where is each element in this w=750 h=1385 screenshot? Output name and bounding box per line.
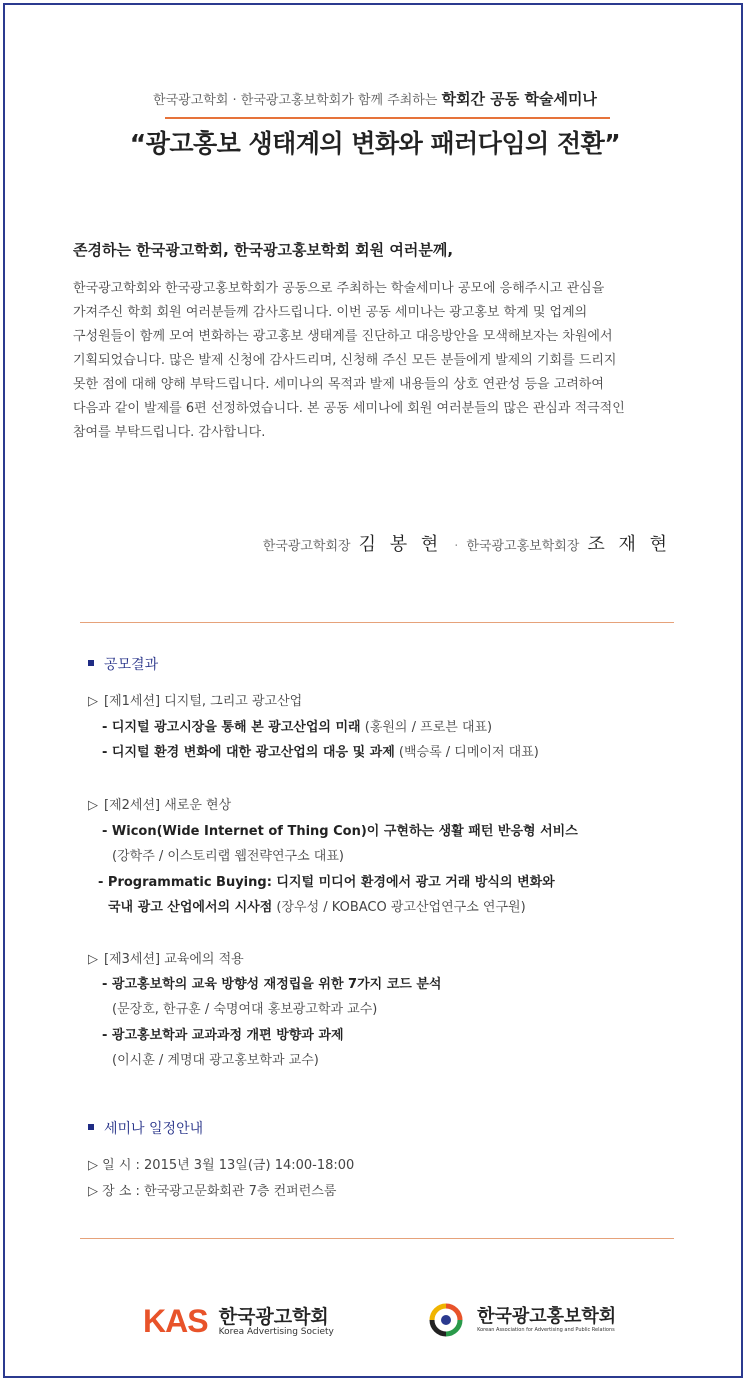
session-title: ▷ [제2세션] 새로운 현상 — [88, 798, 232, 813]
schedule-heading: 세미나 일정안내 — [88, 1118, 203, 1138]
signature-separator: · — [454, 539, 459, 554]
intro-line — [0, 88, 750, 109]
letter-body — [73, 277, 683, 445]
session-item: - Wicon(Wide Internet of Thing Con)이 구현하는 생활 패턴 반응형 서비스 — [102, 824, 578, 839]
square-bullet-icon — [88, 660, 94, 666]
divider-bottom — [80, 1238, 674, 1239]
kas-english-name: Korea Advertising Society — [218, 1326, 334, 1337]
triangle-bullet-icon: ▷ — [88, 694, 98, 709]
page-title: “광고홍보 생태계의 변화와 패러다임의 전환” — [129, 129, 621, 158]
signature — [263, 530, 675, 556]
schedule-place: ▷ 장 소 : 한국광고문화회관 7층 컨퍼런스룸 — [88, 1184, 337, 1199]
results-heading: 공모결과 — [88, 654, 158, 674]
letter-line: 참여를 부탁드립니다. 감사합니다. — [73, 425, 266, 440]
signature-role-1: 한국광고학회장 — [262, 539, 351, 554]
session-title: ▷ [제1세션] 디지털, 그리고 광고산업 — [88, 694, 303, 709]
kapr-emblem-icon — [426, 1300, 466, 1340]
session-item: - Programmatic Buying: 디지털 미디어 환경에서 광고 거래 방식의 변화와 — [98, 875, 555, 890]
letter-line: 가져주신 학회 회원 여러분들께 감사드립니다. 이번 공동 세미나는 광고홍보 학계 및 업계의 — [73, 305, 588, 320]
session-item: - 광고홍보학의 교육 방향성 재정립을 위한 7가지 코드 분석 — [102, 977, 442, 992]
signature-role-2: 한국광고홍보학회장 — [466, 539, 580, 554]
intro-text: 한국광고학회 · 한국광고홍보학회가 함께 주최하는 — [153, 93, 438, 108]
kas-mark: KAS — [143, 1303, 208, 1339]
triangle-bullet-icon: ▷ — [88, 798, 98, 813]
letter-line: 기획되었습니다. 많은 발제 신청에 감사드리며, 신청해 주신 모든 분들에게 발제의 기회를 드리지 — [73, 353, 617, 368]
session-item-detail: 국내 광고 산업에서의 시사점 (장우성 / KOBACO 광고산업연구소 연구원) — [108, 900, 526, 915]
kas-name: 한국광고학회 — [218, 1305, 329, 1328]
session-title: ▷ [제3세션] 교육에의 적용 — [88, 952, 244, 967]
triangle-bullet-icon: ▷ — [88, 952, 98, 967]
signature-name-2: 조 재 현 — [587, 534, 671, 555]
kapr-logo — [426, 1300, 616, 1340]
title-underline — [165, 117, 610, 119]
letter-line: 구성원들이 함께 모여 변화하는 광고홍보 생태계를 진단하고 대응방안을 모색해보자는 차원에서 — [73, 329, 613, 344]
schedule-date: ▷ 일 시 : 2015년 3월 13일(금) 14:00-18:00 — [88, 1158, 355, 1173]
session-item: - 디지털 환경 변화에 대한 광고산업의 대응 및 과제 (백승록 / 디메이저 대표) — [102, 745, 539, 760]
letter-line: 못한 점에 대해 양해 부탁드립니다. 세미나의 목적과 발제 내용들의 상호 연관성 등을 고려하여 — [73, 377, 604, 392]
divider-top — [80, 622, 674, 623]
session-item-detail: (문장호, 한규훈 / 숙명여대 홍보광고학과 교수) — [112, 1002, 378, 1017]
signature-name-1: 김 봉 현 — [358, 534, 443, 555]
intro-emphasis: 학회간 공동 학술세미나 — [441, 90, 597, 108]
session-item-detail: (강학주 / 이스토리랩 웹전략연구소 대표) — [112, 849, 344, 864]
session-item: - 광고홍보학과 교과과정 개편 방향과 과제 — [102, 1028, 344, 1043]
session-item: - 디지털 광고시장을 통해 본 광고산업의 미래 (홍원의 / 프로븐 대표) — [102, 720, 493, 735]
square-bullet-icon — [88, 1124, 94, 1130]
kapr-english-name: Korean Association for Advertising and Public Relations — [477, 1327, 615, 1333]
letter-line: 한국광고학회와 한국광고홍보학회가 공동으로 주최하는 학술세미나 공모에 응해주시고 관심을 — [73, 281, 605, 296]
kas-logo — [143, 1303, 334, 1340]
session-item-detail: (이시훈 / 계명대 광고홍보학과 교수) — [112, 1053, 319, 1068]
letter-line: 다음과 같이 발제를 6편 선정하였습니다. 본 공동 세미나에 회원 여러분들의 많은 관심과 적극적인 — [73, 401, 625, 416]
greeting: 존경하는 한국광고학회, 한국광고홍보학회 회원 여러분께, — [73, 241, 454, 259]
kapr-name: 한국광고홍보학회 — [477, 1306, 617, 1327]
